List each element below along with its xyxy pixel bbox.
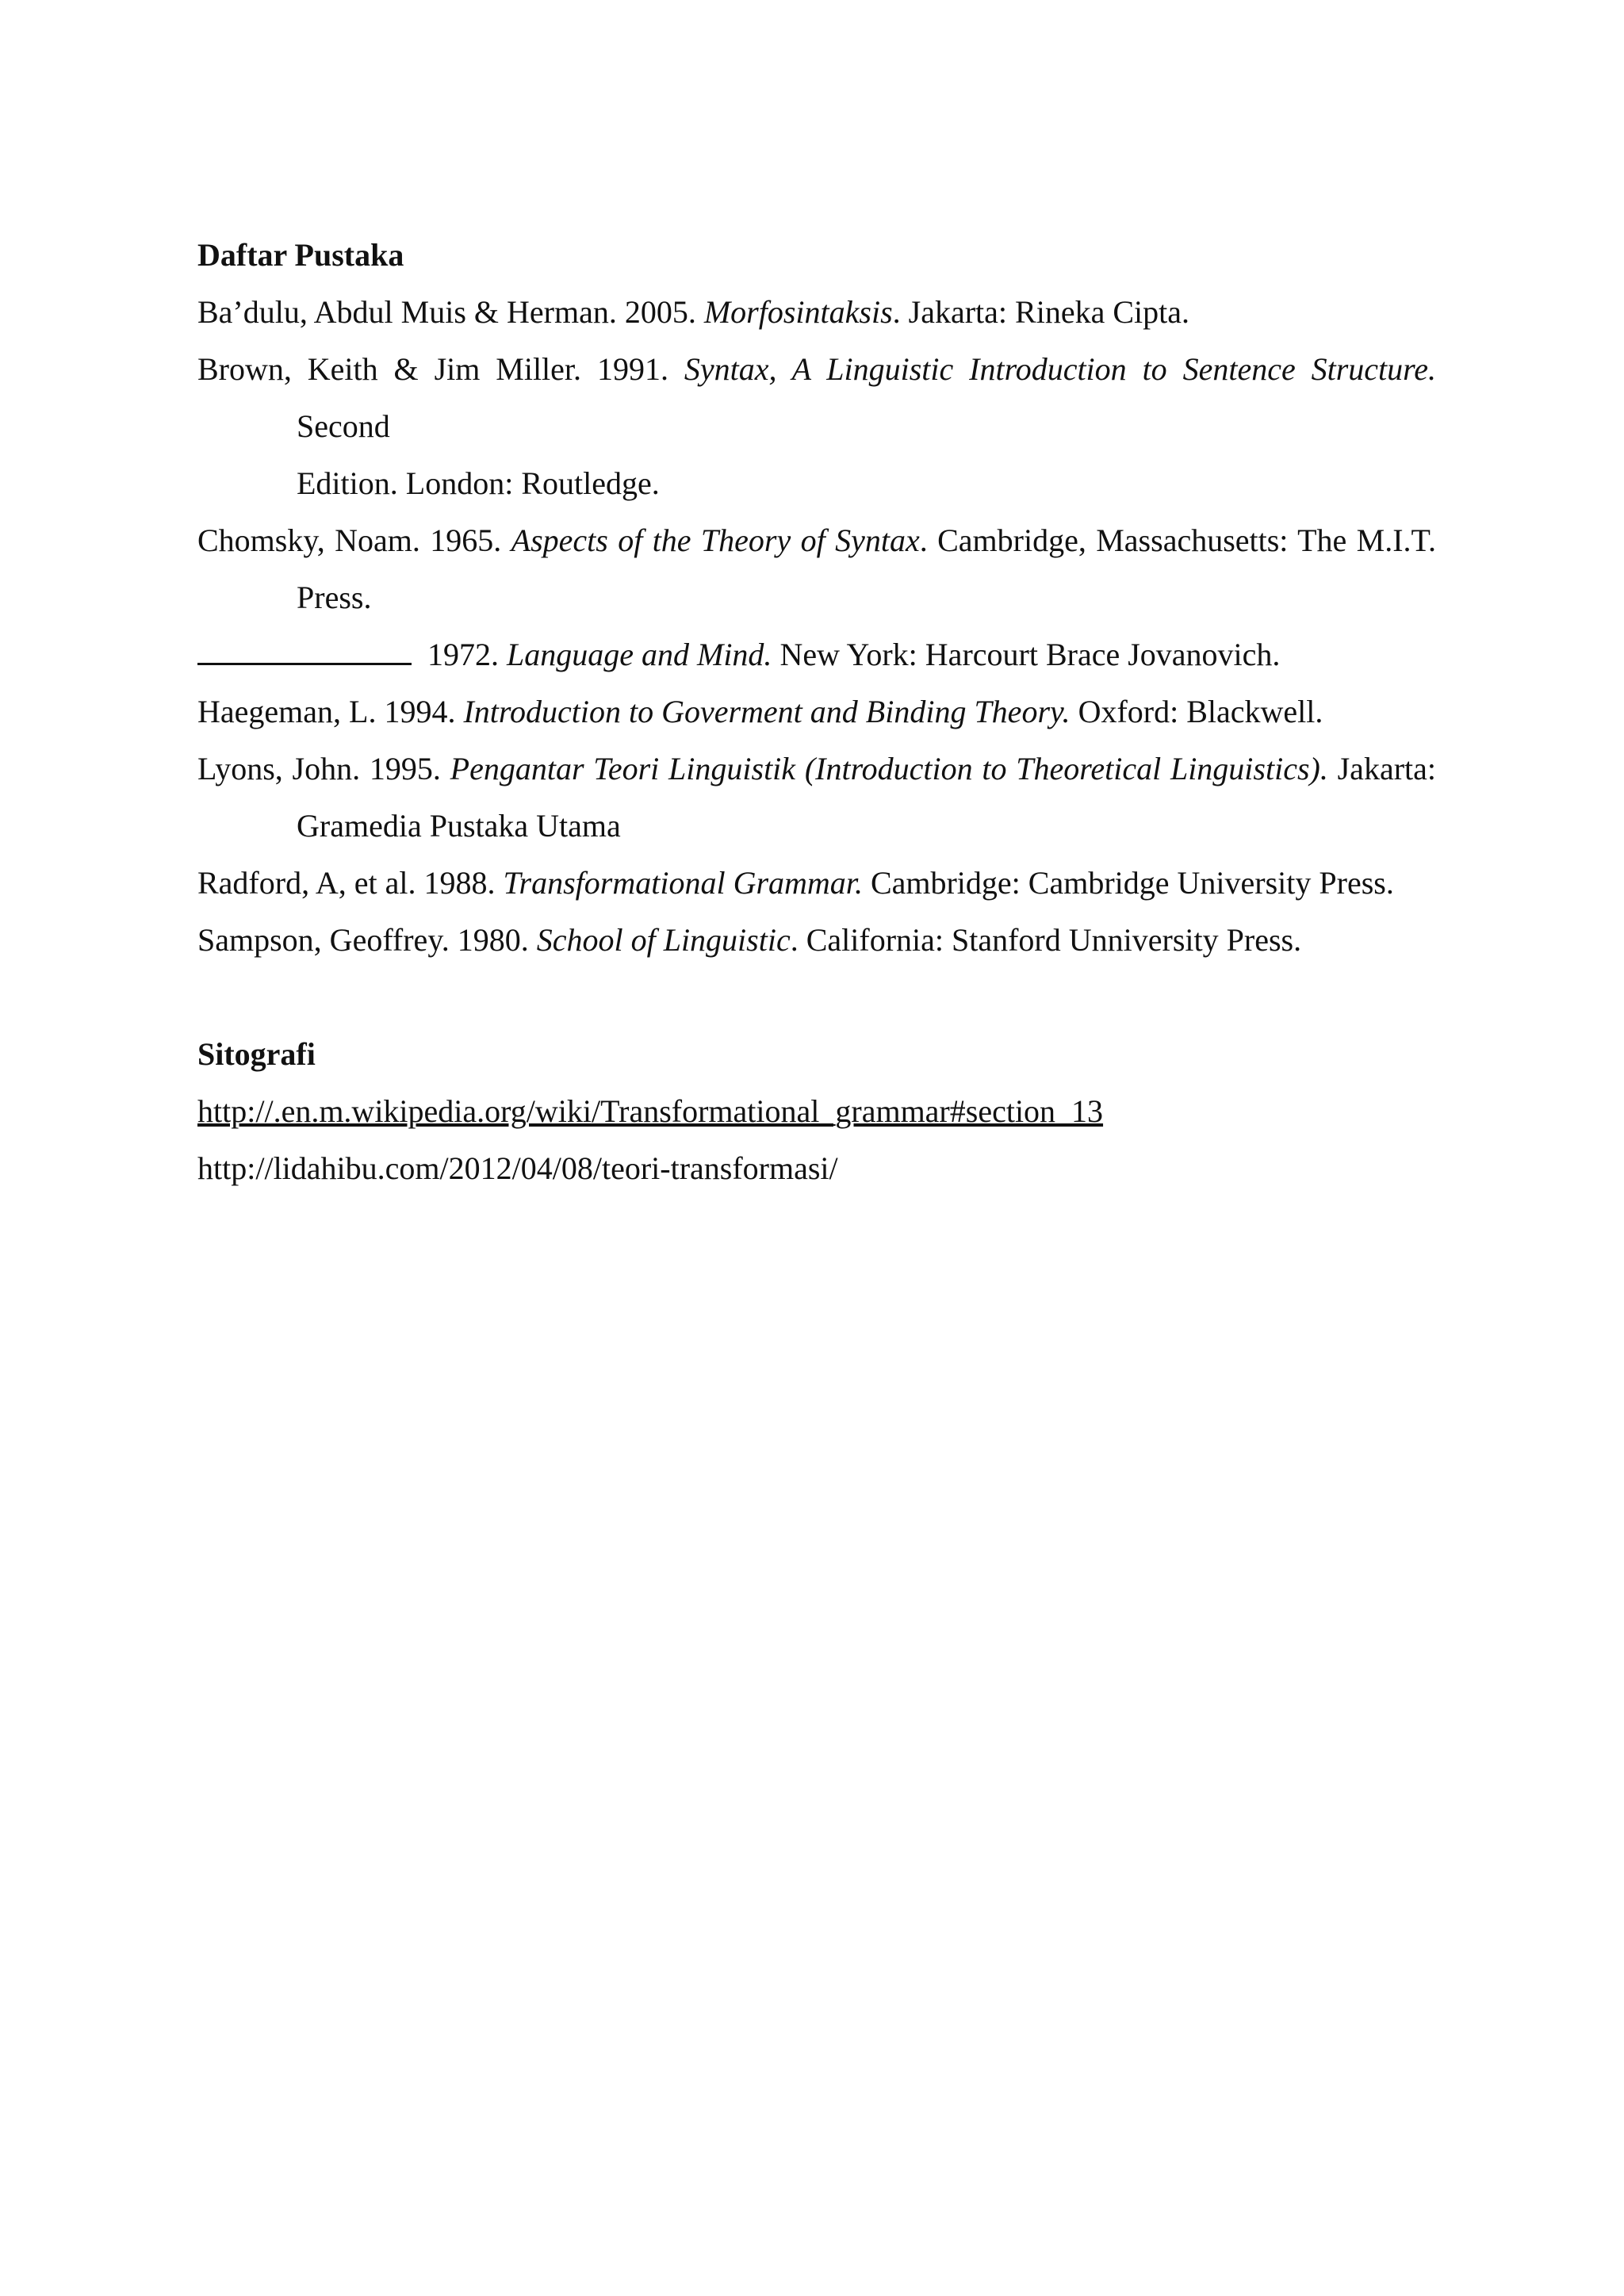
reference-author-year: Haegeman, L. 1994.	[197, 694, 464, 729]
reference-author-year: Chomsky, Noam. 1965.	[197, 522, 511, 558]
reference-author-year: Brown, Keith & Jim Miller. 1991.	[197, 351, 684, 387]
reference-entry-chomsky-1972	[197, 626, 1436, 683]
reference-entry-badulu	[197, 284, 1436, 341]
reference-title: Pengantar Teori Linguistik (Introduction to Theoretical Linguistics).	[450, 751, 1328, 786]
reference-publisher: . Cambridge, Massachusetts: The M.I.T. Press.	[297, 522, 1436, 615]
reference-title: Language and Mind.	[507, 637, 772, 672]
reference-title: School of Linguistic	[536, 922, 791, 958]
reference-publisher: Second	[297, 408, 390, 444]
reference-title: Introduction to Goverment and Binding Theory.	[463, 694, 1071, 729]
reference-publisher: New York: Harcourt Brace Jovanovich.	[772, 637, 1281, 672]
bibliography-heading: Daftar Pustaka	[197, 237, 404, 273]
author-repeat-line	[197, 639, 412, 665]
reference-author-year: Radford, A, et al. 1988.	[197, 865, 504, 901]
reference-author-year: Ba’dulu, Abdul Muis & Herman. 2005.	[197, 294, 704, 330]
sitography-link-wikipedia[interactable]: http://.en.m.wikipedia.org/wiki/Transformational_grammar#section_13	[197, 1093, 1104, 1129]
reference-publisher: Cambridge: Cambridge University Press.	[862, 865, 1394, 901]
reference-entry-sampson	[197, 912, 1436, 969]
reference-publisher: Oxford: Blackwell.	[1070, 694, 1323, 729]
page-content	[197, 227, 1436, 1197]
reference-entry-lyons	[197, 740, 1436, 855]
reference-entry-chomsky-1965	[197, 512, 1436, 626]
reference-author-year: Sampson, Geoffrey. 1980.	[197, 922, 537, 958]
reference-entry-haegeman	[197, 683, 1436, 740]
reference-publisher: . California: Stanford Unniversity Press.	[790, 922, 1302, 958]
reference-title: Syntax, A Linguistic Introduction to Sentence Structure.	[684, 351, 1437, 387]
reference-author-year: 1972.	[419, 637, 507, 672]
reference-author-year: Lyons, John. 1995.	[197, 751, 450, 786]
reference-entry-radford	[197, 855, 1436, 912]
sitography-link-lidahibu: http://lidahibu.com/2012/04/08/teori-transformasi/	[197, 1150, 838, 1186]
reference-title: Transformational Grammar.	[503, 865, 863, 901]
reference-publisher: . Jakarta: Rineka Cipta.	[892, 294, 1189, 330]
sitography-heading: Sitografi	[197, 1036, 316, 1072]
reference-title: Morfosintaksis	[703, 294, 893, 330]
reference-entry-brown	[197, 341, 1436, 512]
section-spacer	[197, 969, 1436, 1026]
reference-continuation: Edition. London: Routledge.	[297, 465, 660, 501]
reference-title: Aspects of the Theory of Syntax	[511, 522, 920, 558]
reference-publisher: Jakarta: Gramedia Pustaka Utama	[297, 751, 1436, 844]
